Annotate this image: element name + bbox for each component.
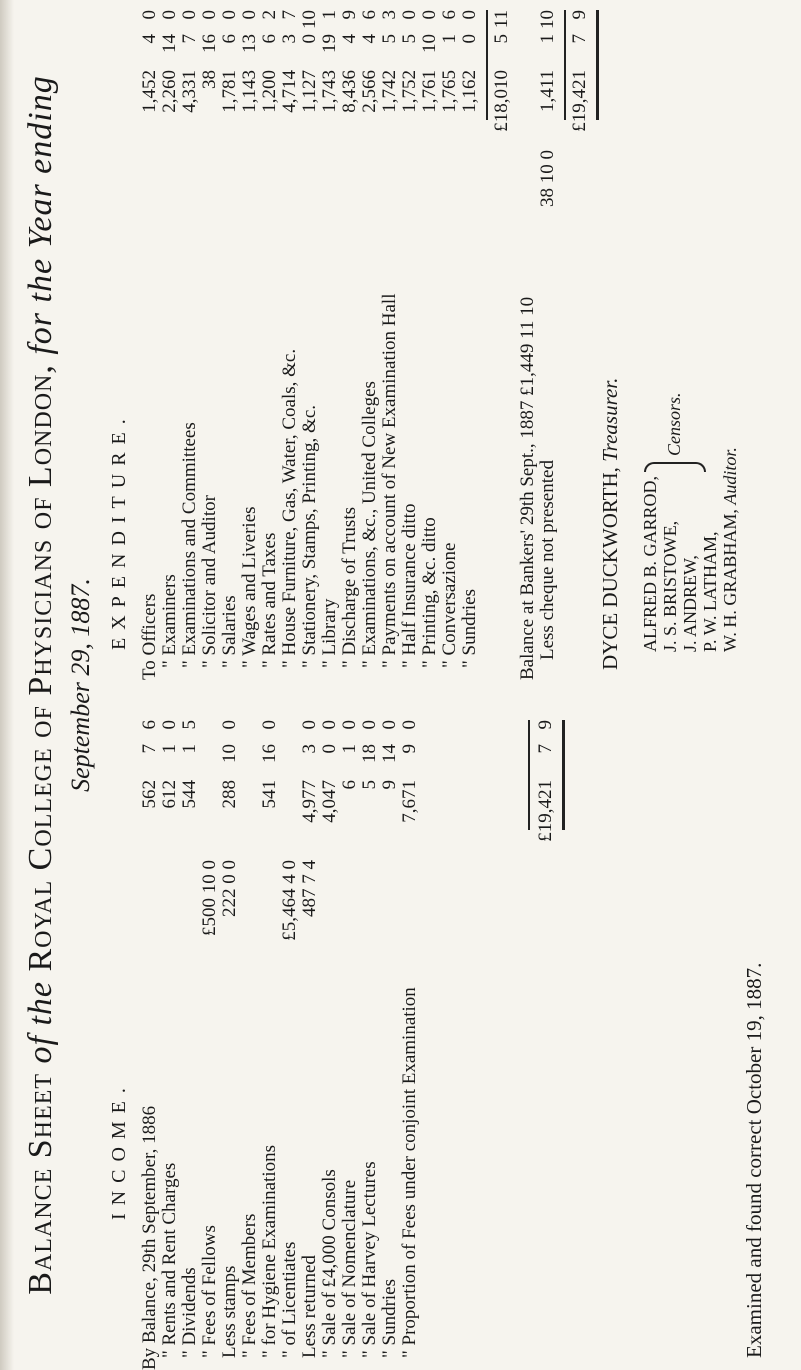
document-subtitle: September 29, 1887.: [66, 578, 95, 792]
expenditure-row-pence: 0: [179, 10, 200, 20]
income-row: [180, 710, 200, 1370]
balance-at-bankers-line: [518, 120, 538, 680]
title-balance-sheet: Balance Sheet: [22, 1073, 59, 1295]
less-cheque-label: Less cheque not presented: [537, 460, 558, 660]
income-row: [160, 710, 180, 1370]
expenditure-row: [160, 0, 180, 680]
expenditure-row-pence: 7: [279, 10, 300, 20]
income-row-label: " Dividends: [179, 1267, 200, 1358]
expenditure-row-label: " Library: [319, 598, 340, 668]
income-row: [340, 710, 360, 1370]
expenditure-row-pounds: 4,331: [179, 70, 200, 113]
expenditure-row-pounds: 2,260: [159, 70, 180, 113]
income-row-shillings: 0: [319, 744, 340, 754]
income-row-pounds: 562: [139, 780, 160, 809]
expenditure-row-pounds: 1,743: [319, 70, 340, 113]
expenditure-row: [300, 0, 320, 680]
censor-1: ALFRED B. GARROD,: [640, 475, 660, 652]
expenditure-row: [380, 0, 400, 680]
expenditure-row-pounds: 1,742: [379, 70, 400, 113]
income-row-pence: 6: [139, 720, 160, 730]
income-row-shillings: 14: [379, 744, 400, 763]
auditor-label: Auditor.: [720, 447, 740, 505]
balance-net-pounds: 1,411: [537, 70, 558, 113]
expenditure-subtotal-pounds: £18,010: [491, 70, 512, 132]
expenditure-row-shillings: 16: [199, 34, 220, 53]
expenditure-row-shillings: 13: [239, 34, 260, 53]
expenditure-row: [360, 0, 380, 680]
expenditure-row-pence: 0: [139, 10, 160, 20]
income-row-label: " Fees of Fellows: [199, 1225, 220, 1358]
expenditure-row: [180, 0, 200, 680]
expenditure-row-shillings: 10: [419, 34, 440, 53]
expenditure-row-label: " Half Insurance ditto: [399, 503, 420, 668]
income-row-pounds: 7,671: [399, 780, 420, 823]
expenditure-total-row: [570, 0, 590, 680]
income-row-shillings: 10: [219, 744, 240, 763]
income-row-pounds: 6: [339, 780, 360, 790]
expenditure-section: [139, 0, 590, 680]
signatories: [640, 447, 740, 652]
expenditure-row-shillings: 6: [219, 34, 240, 44]
expenditure-row: [220, 0, 240, 680]
expenditure-row-pence: 6: [439, 10, 460, 20]
expenditure-row: [460, 0, 480, 680]
expenditure-row-shillings: 4: [339, 34, 360, 44]
expenditure-row-shillings: 3: [279, 34, 300, 44]
censor-2: J. S. BRISTOWE,: [660, 520, 680, 652]
expenditure-row-pounds: 1,765: [439, 70, 460, 113]
expenditure-row-pounds: 1,452: [139, 70, 160, 113]
expenditure-row-shillings: 6: [259, 34, 280, 44]
document-title: [22, 0, 60, 1370]
income-row-label: " Sale of Nomenclature: [339, 1179, 360, 1358]
income-row-pence: 0: [359, 720, 380, 730]
expenditure-total-pence: 9: [569, 10, 590, 20]
expenditure-row-label: " Examinations, &c., United Colleges: [359, 381, 380, 668]
expenditure-row-pounds: 1,143: [239, 70, 260, 113]
expenditure-row-shillings: 14: [159, 34, 180, 53]
expenditure-row-label: To Officers: [139, 593, 160, 680]
expenditure-row-pounds: 1,200: [259, 70, 280, 113]
treasurer-name: DYCE DUCKWORTH,: [598, 467, 622, 670]
expenditure-row-pounds: 1,162: [459, 70, 480, 113]
income-row-label: " Proportion of Fees under conjoint Examination: [399, 987, 420, 1358]
expenditure-row-label: " Sundries: [459, 588, 480, 668]
income-row-pounds: 5: [359, 780, 380, 790]
income-row-label: " for Hygiene Examinations: [259, 1144, 280, 1358]
income-row-pounds: 9: [379, 780, 400, 790]
censors-label: Censors.: [664, 392, 684, 456]
expenditure-row-shillings: 4: [139, 34, 160, 44]
expenditure-subtotal-row: [492, 0, 512, 680]
expenditure-row: [320, 0, 340, 680]
expenditure-row-label: " Examinations and Committees: [179, 422, 200, 668]
expenditure-row: [260, 0, 280, 680]
expenditure-row: [240, 0, 260, 680]
expenditure-row-pence: 0: [419, 10, 440, 20]
expenditure-row-pounds: 1,752: [399, 70, 420, 113]
income-row-shillings: 18: [359, 744, 380, 763]
expenditure-row-label: " Wages and Liveries: [239, 506, 260, 668]
expenditure-row-pounds: 38: [199, 70, 220, 89]
expenditure-row: [340, 0, 360, 680]
expenditure-row-pence: 2: [259, 10, 280, 20]
income-row-pounds: 288: [219, 780, 240, 809]
page-edge-shadow: [0, 0, 14, 1370]
expenditure-row-pounds: 1,781: [219, 70, 240, 113]
censors-brace: [644, 462, 706, 472]
expenditure-row-label: " Rates and Taxes: [259, 532, 280, 668]
examined-statement: Examined and found correct October 19, 1887.: [742, 962, 766, 1358]
expenditure-rows: [140, 0, 480, 680]
expenditure-row-pence: 0: [399, 10, 420, 20]
income-row: [200, 710, 220, 1370]
income-total-shillings: 7: [535, 744, 556, 754]
income-row: [400, 710, 420, 1370]
income-row-label: " Sale of £4,000 Consols: [319, 1169, 340, 1358]
expenditure-row-shillings: 1: [439, 34, 460, 44]
expenditure-row-label: " Discharge of Trusts: [339, 507, 360, 668]
income-row-pence: 0: [399, 720, 420, 730]
expenditure-row: [200, 0, 220, 680]
expenditure-row-pence: 0: [159, 10, 180, 20]
income-row-shillings: 3: [299, 744, 320, 754]
income-row-label: " Rents and Rent Charges: [159, 1162, 180, 1358]
expenditure-total-pounds: £19,421: [569, 70, 590, 132]
income-row: [300, 710, 320, 1370]
income-row: [280, 710, 300, 1370]
income-row: [360, 710, 380, 1370]
expenditure-row-pence: 9: [339, 10, 360, 20]
expenditure-row-shillings: 5: [399, 34, 420, 44]
income-row-label: " Sale of Harvey Lectures: [359, 1161, 380, 1358]
income-row-shillings: 1: [179, 744, 200, 754]
expenditure-total-rule: [564, 10, 566, 120]
expenditure-row-pounds: 4,714: [279, 70, 300, 113]
expenditure-row: [400, 0, 420, 680]
expenditure-row-pence: 3: [379, 10, 400, 20]
expenditure-row-label: " Payments on account of New Examination Hall: [379, 293, 400, 668]
auditor-name: W. H. GRABHAM,: [720, 509, 740, 652]
expenditure-row-pounds: 1,127: [299, 70, 320, 113]
expenditure-row-pence: 1: [319, 10, 340, 20]
censor-3: J. ANDREW,: [680, 555, 700, 652]
income-row: [380, 710, 400, 1370]
expenditure-row-label: " Salaries: [219, 595, 240, 668]
balance-net-shillings: 1: [537, 34, 558, 44]
expenditure-row-pounds: 8,436: [339, 70, 360, 113]
income-total-row: [536, 710, 556, 1370]
income-row: [240, 710, 260, 1370]
income-row-label: Less stamps: [219, 1265, 240, 1358]
expenditure-row-shillings: 4: [359, 34, 380, 44]
expenditure-row-pounds: 2,566: [359, 70, 380, 113]
expenditure-row-pence: 10: [299, 10, 320, 29]
expenditure-row-shillings: 0: [299, 34, 320, 44]
expenditure-subtotal-pence: 11: [491, 10, 512, 29]
expenditure-row-pence: 6: [359, 10, 380, 20]
expenditure-row-label: " Printing, &c. ditto: [419, 517, 440, 668]
income-row-pence: 0: [339, 720, 360, 730]
income-row-pence: 0: [379, 720, 400, 730]
income-row-shillings: 1: [159, 744, 180, 754]
income-row-subamount: £500 10 0: [199, 860, 220, 936]
income-row-pence: 0: [219, 720, 240, 730]
income-row-pence: 5: [179, 720, 200, 730]
income-row: [320, 710, 340, 1370]
income-row-subamount: £5,464 4 0: [279, 860, 300, 941]
expenditure-row-pence: 0: [219, 10, 240, 20]
income-row-pence: 0: [299, 720, 320, 730]
balance-net-pence: 10: [537, 10, 558, 29]
expenditure-row: [440, 0, 460, 680]
income-row-pence: 0: [259, 720, 280, 730]
treasurer-title: Treasurer.: [598, 377, 622, 462]
expenditure-row-shillings: 5: [379, 34, 400, 44]
income-row-pounds: 612: [159, 780, 180, 809]
expenditure-row-pence: 0: [459, 10, 480, 20]
expenditure-row-label: " Conversazione: [439, 542, 460, 668]
title-institution: Royal College of Physicians of London,: [22, 364, 59, 972]
expenditure-row-pence: 0: [239, 10, 260, 20]
income-row-subamount: 222 0 0: [219, 860, 240, 917]
balance-at-bankers-text: Balance at Bankers' 29th Sept., 1887 £1,449 11 10: [517, 296, 538, 680]
income-row-pence: 0: [159, 720, 180, 730]
expenditure-row-shillings: 7: [179, 34, 200, 44]
less-cheque-amount: 38 10 0: [537, 150, 558, 207]
income-row-pounds: 544: [179, 780, 200, 809]
title-of-the: of the: [22, 981, 59, 1064]
expenditure-subtotal-shillings: 5: [491, 34, 512, 44]
expenditure-row: [140, 0, 160, 680]
expenditure-subtotal-rule: [486, 10, 488, 120]
income-row-shillings: 9: [399, 744, 420, 754]
income-row-label: By Balance, 29th September, 1886: [139, 1105, 160, 1370]
income-row-shillings: 16: [259, 744, 280, 763]
income-row-pounds: 4,047: [319, 780, 340, 823]
income-row-shillings: 7: [139, 744, 160, 754]
income-double-rule: [562, 720, 565, 830]
expenditure-row-pence: 0: [199, 10, 220, 20]
income-total-pence: 9: [535, 720, 556, 730]
income-row-label: Less returned: [299, 1255, 320, 1358]
expenditure-row-label: " House Furniture, Gas, Water, Coals, &c.: [279, 348, 300, 668]
income-total-rule: [528, 720, 530, 830]
income-row-subamount: 487 7 4: [299, 860, 320, 917]
treasurer-signature: [598, 378, 623, 670]
expenditure-double-rule: [596, 10, 599, 120]
expenditure-heading: EXPENDITURE.: [108, 411, 130, 650]
auditor-line: [720, 447, 740, 652]
censor-4: P. W. LATHAM,: [700, 531, 720, 652]
expenditure-row: [420, 0, 440, 680]
income-row-label: " Sundries: [379, 1278, 400, 1358]
income-row-pence: 0: [319, 720, 340, 730]
income-row-pounds: 4,977: [299, 780, 320, 823]
expenditure-row-shillings: 0: [459, 34, 480, 44]
income-heading: INCOME.: [108, 1080, 130, 1220]
title-year-ending: for the Year ending: [22, 75, 59, 355]
expenditure-row-shillings: 19: [319, 34, 340, 53]
income-row: [260, 710, 280, 1370]
income-section: [139, 710, 556, 1370]
income-row-pounds: 541: [259, 780, 280, 809]
expenditure-total-shillings: 7: [569, 34, 590, 44]
expenditure-row-label: " Solicitor and Auditor: [199, 495, 220, 668]
income-total-pounds: £19,421: [535, 780, 556, 842]
income-row: [140, 710, 160, 1370]
income-row: [220, 710, 240, 1370]
income-row-label: " of Licentiates: [279, 1241, 300, 1358]
less-cheque-row: [538, 0, 558, 680]
income-row-shillings: 1: [339, 744, 360, 754]
expenditure-row-label: " Examiners: [159, 574, 180, 668]
expenditure-row: [280, 0, 300, 680]
expenditure-row-pounds: 1,761: [419, 70, 440, 113]
expenditure-row-label: " Stationery, Stamps, Printing, &c.: [299, 404, 320, 668]
income-rows: [140, 710, 420, 1370]
income-row-label: " Fees of Members: [239, 1213, 260, 1358]
